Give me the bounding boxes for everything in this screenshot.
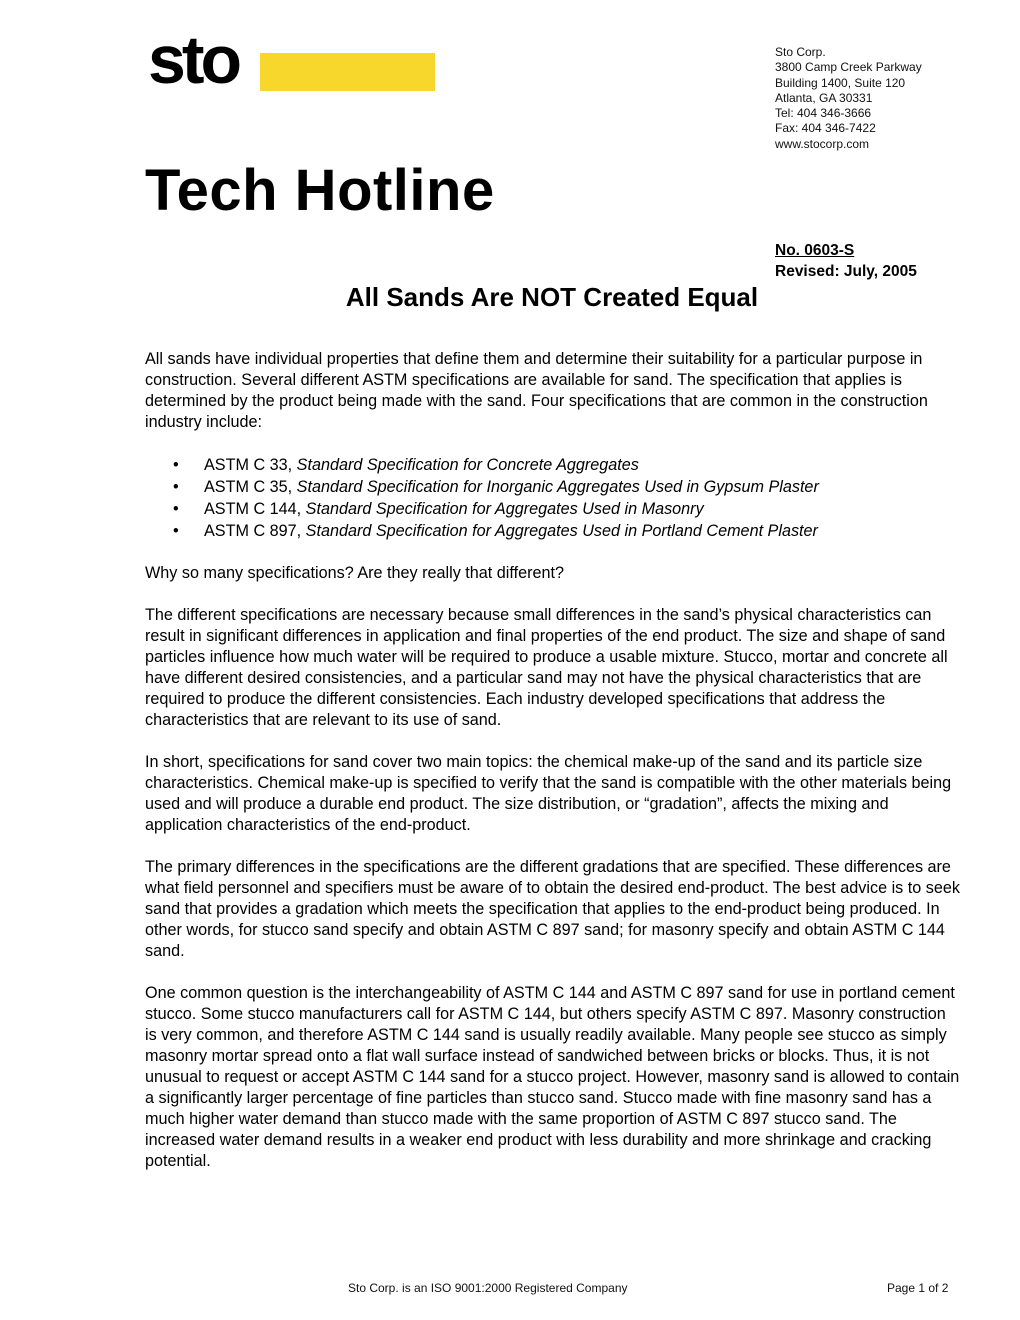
company-address [775, 45, 1005, 152]
logo-yellow-bar [260, 53, 435, 91]
bullet-icon: • [173, 456, 179, 474]
spec-list [145, 454, 960, 542]
spec-list-item [145, 498, 960, 520]
spec-title: Standard Specification for Concrete Aggregates [296, 456, 639, 474]
document-subtitle: All Sands Are NOT Created Equal [345, 282, 759, 312]
address-fax: Fax: 404 346-7422 [775, 121, 876, 136]
intro-paragraph: All sands have individual properties that define them and determine their suitability for a particular purpose in construction. Several different ASTM specifications are available for sand. The specification that applies is determined by the product being made with the sand. Four specifications that are common in the construction industry include: [145, 350, 928, 431]
page-title: Tech Hotline [145, 158, 495, 223]
document-number-block [775, 240, 917, 282]
question-paragraph: Why so many specifications? Are they really that different? [145, 564, 564, 582]
spec-code: ASTM C 35, [204, 478, 297, 496]
footer-iso-note: Sto Corp. is an ISO 9001:2000 Registered Company [348, 1281, 628, 1295]
body-paragraph: The primary differences in the specifications are the different gradations that are specified. These differences are what field personnel and specifiers must be aware of to obtain the desired end-product. The best advice is to seek sand that provides a gradation which meets the specification that applies to the end-product being produced. In other words, for stucco sand specify and obtain ASTM C 897 sand; for masonry specify and obtain ASTM C 144 sand. [145, 858, 960, 960]
bullet-icon: • [173, 522, 179, 540]
spec-title: Standard Specification for Aggregates Used in Portland Cement Plaster [305, 522, 818, 540]
address-phone: Tel: 404 346-3666 [775, 106, 872, 121]
spec-title: Standard Specification for Aggregates Used in Masonry [305, 500, 704, 518]
sto-logo [148, 22, 438, 98]
document-body [145, 349, 960, 1193]
body-paragraph: One common question is the interchangeability of ASTM C 144 and ASTM C 897 sand for use in portland cement stucco. Some stucco manufacturers call for ASTM C 144, but others specify ASTM C 897. Masonry construction is very common, and therefore ASTM C 144 sand is usually readily available. Many people see stucco as simply masonry mortar spread onto a flat wall surface instead of sandwiched between bricks or blocks. Thus, it is not unusual to request or accept ASTM C 144 sand for a stucco project. However, masonry sand is allowed to contain a significantly larger percentage of fine particles than stucco sand. Stucco made with fine masonry sand has a much higher water demand than stucco made with the same proportion of ASTM C 897 stucco sand. The increased water demand results in a weaker end product with less durability and more shrinkage and cracking potential. [145, 984, 960, 1170]
address-line: 3800 Camp Creek Parkway [775, 60, 922, 75]
revision-date: Revised: July, 2005 [775, 263, 917, 280]
spec-code: ASTM C 144, [204, 500, 306, 518]
bullet-icon: • [173, 500, 179, 518]
spec-list-item [145, 476, 960, 498]
logo-wordmark: sto [148, 22, 238, 98]
footer-page-number: Page 1 of 2 [887, 1281, 949, 1295]
body-paragraph: In short, specifications for sand cover two main topics: the chemical make-up of the sand and its particle size characteristics. Chemical make-up is specified to verify that the sand is compatible with the other materials being used and will produce a durable end product. The size distribution, or “gradation”, affects the mixing and application characteristics of the end-product. [145, 753, 952, 834]
address-website: www.stocorp.com [775, 136, 870, 151]
spec-list-item [145, 520, 960, 542]
address-line: Building 1400, Suite 120 [775, 75, 906, 90]
spec-list-item [145, 454, 960, 476]
document-number: No. 0603-S [775, 242, 855, 259]
body-paragraph: The different specifications are necessary because small differences in the sand’s physical characteristics can result in significant differences in application and final properties of the end product. The size and shape of sand particles influence how much water will be required to produce a usable mixture. Stucco, mortar and concrete all have different desired consistencies, and a particular sand may not have the physical characteristics that are required to produce the different consistencies. Each industry developed specifications that address the characteristics that are relevant to its use of sand. [145, 606, 948, 729]
address-line: Sto Corp. [775, 45, 826, 59]
bullet-icon: • [173, 478, 179, 496]
spec-code: ASTM C 897, [204, 522, 306, 540]
spec-title: Standard Specification for Inorganic Aggregates Used in Gypsum Plaster [296, 478, 819, 496]
address-line: Atlanta, GA 30331 [775, 90, 873, 105]
spec-code: ASTM C 33, [204, 456, 297, 474]
